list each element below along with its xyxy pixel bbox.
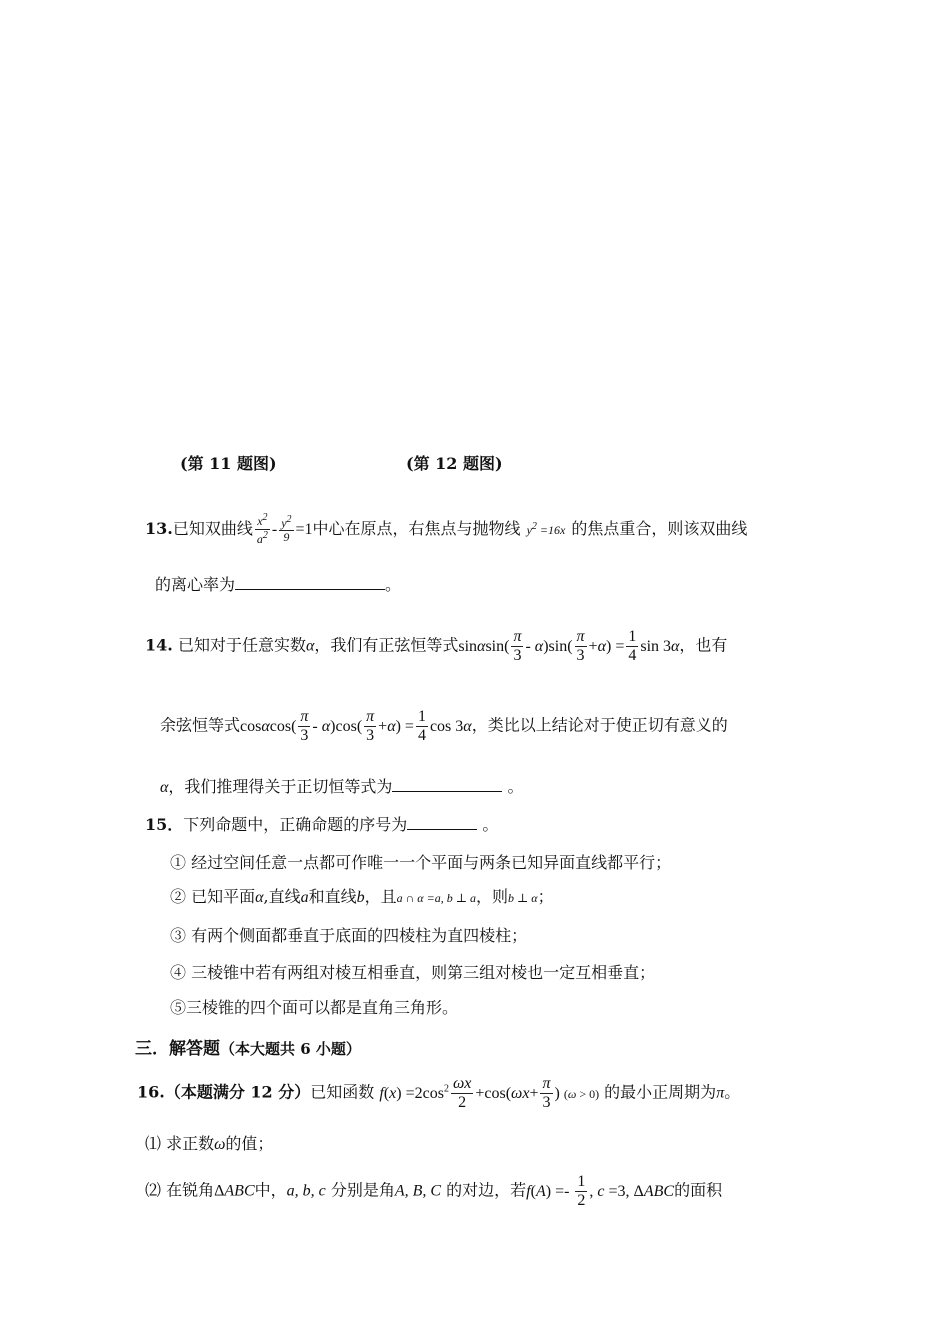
figure-12-caption: (第 12 题图) (406, 454, 503, 473)
question-14-line-1: 14. 已知对于任意实数α，我们有正弦恒等式sinαsin( $\frac{\pi}{3}$ - α)sin( $\frac{\pi}{3}$ +α) = $\frac{1}{4}$ sin 3α，也有 (145, 628, 728, 665)
question-number: 16. (137, 1082, 165, 1102)
answer-blank-14[interactable] (392, 777, 502, 792)
question-number: 13. (145, 518, 173, 538)
question-16-part-1: ⑴ 求正数ω的值； (145, 1134, 274, 1153)
cosine-identity: cosαcos( $\frac{\pi}{3}$ - α)cos( $\frac{\pi}{3}$ +α) = $\frac{1}{4}$ cos 3α (240, 708, 472, 745)
question-15-stem: 15．下列命题中，正确命题的序号为 。 (145, 815, 499, 834)
statement-4: ④ 三棱锥中若有两组对棱互相垂直，则第三组对棱也一定互相垂直； (170, 963, 656, 982)
function-definition: $f(x) =2\cos^2$ $\frac{\omega x}{2}$ +cos(ωx+ $\frac{\pi}{3}$ ) (ω > 0) (379, 1075, 600, 1112)
question-13-line-1: 13.已知双曲线 $\frac{x^2}{a^2}$ - $\frac{y^2}{9}$ =1中心在原点，右焦点与抛物线 $y^2 =16x$ 的焦点重合，则该双曲线 (145, 512, 748, 546)
question-14-line-2: 余弦恒等式cosαcos( $\frac{\pi}{3}$ - α)cos( $\frac{\pi}{3}$ +α) = $\frac{1}{4}$ cos 3α，类比以上结论对于使正切有意义的 (160, 708, 728, 745)
fraction-y2-9: $\frac{y^2}{9}$ (281, 513, 292, 545)
sine-identity: sinαsin( $\frac{\pi}{3}$ - α)sin( $\frac{\pi}{3}$ +α) = $\frac{1}{4}$ sin 3α (458, 628, 680, 665)
parabola-equation: $y^2 =16x$ (526, 520, 566, 537)
question-14-line-3: α，我们推理得关于正切恒等式为 。 (160, 777, 524, 796)
statement-2: ② 已知平面α,直线a和直线b，且a ∩ α =a, b ⊥ a，则b ⊥ α； (170, 887, 554, 906)
question-16-part-2: ⑵ 在锐角ΔABC中，a, b, c 分别是角A, B, C 的对边，若f(A) =- $\frac{1}{2}$ , c =3, ΔABC的面积 (145, 1173, 723, 1210)
fraction-x2-a2: $\frac{x^2}{a^2}$ (256, 512, 268, 546)
figure-11-caption: (第 11 题图) (180, 454, 277, 473)
answer-blank-15[interactable] (407, 815, 477, 830)
question-13-line-2: 的离心率为 。 (155, 575, 402, 594)
statement-5: ⑤三棱锥的四个面可以都是直角三角形。 (170, 998, 459, 1017)
statement-1: ① 经过空间任意一点都可作唯一一个平面与两条已知异面直线都平行； (170, 853, 672, 872)
question-number: 15． (145, 815, 184, 834)
section-3-heading: 三．解答题（本大题共 6 小题） (135, 1039, 361, 1059)
question-16-stem: 16.（本题满分 12 分）已知函数 $f(x) =2\cos^2$ $\frac{\omega x}{2}$ +cos(ωx+ $\frac{\pi}{3}$ ) (ω > 0) 的最小正周期为π。 (137, 1075, 741, 1112)
question-number: 14. (145, 635, 173, 655)
answer-blank-13[interactable] (235, 575, 385, 590)
statement-3: ③ 有两个侧面都垂直于底面的四棱柱为直四棱柱； (170, 926, 528, 945)
